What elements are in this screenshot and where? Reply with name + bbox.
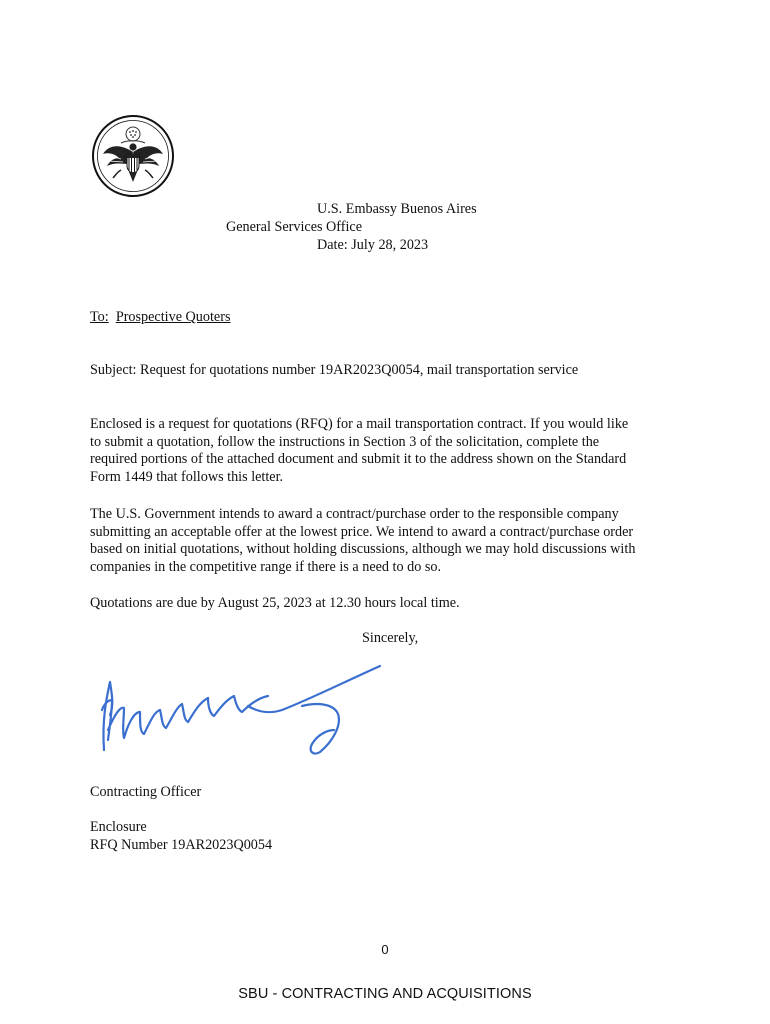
paragraph-line: The U.S. Government intends to award a contract/purchase order to the responsible company — [90, 506, 619, 522]
embassy-name: U.S. Embassy Buenos Aires — [317, 201, 477, 217]
paragraph-line: to submit a quotation, follow the instructions in Section 3 of the solicitation, complete the — [90, 433, 600, 450]
signer-title: Contracting Officer — [90, 784, 202, 800]
paragraph-line: Enclosed is a request for quotations (RFQ) for a mail transportation contract. If you would like — [90, 416, 629, 432]
page-number: 0 — [381, 942, 389, 957]
addressee-label: To: — [90, 309, 109, 325]
page-footer: SBU - CONTRACTING AND ACQUISITIONS — [238, 986, 532, 1002]
office-name: General Services Office — [226, 219, 363, 235]
subject-line: Subject: Request for quotations number 19AR2023Q0054, mail transportation service — [90, 362, 579, 378]
enclosure-label: Enclosure — [90, 819, 147, 835]
great-seal-eagle-icon — [91, 114, 175, 198]
body-paragraph-1 — [90, 416, 690, 486]
paragraph-line: companies in the competitive range if there is a need to do so. — [90, 558, 442, 575]
paragraph-line: submitting an acceptable offer at the lowest price. We intend to award a contract/purchase order — [90, 523, 634, 540]
addressee-line — [90, 309, 230, 327]
body-paragraph-2 — [90, 506, 690, 576]
enclosure-rfq-number: RFQ Number 19AR2023Q0054 — [90, 837, 273, 853]
paragraph-line: required portions of the attached document and submit it to the address shown on the Standard — [90, 451, 627, 467]
paragraph-line: based on initial quotations, without holding discussions, although we may hold discussions with — [90, 541, 636, 557]
handwritten-signature — [88, 660, 388, 760]
body-paragraph-3 — [90, 595, 690, 613]
closing: Sincerely, — [362, 630, 419, 646]
paragraph-line: Quotations are due by August 25, 2023 at 12.30 hours local time. — [90, 595, 460, 611]
letter-date: Date: July 28, 2023 — [317, 237, 429, 253]
addressee-value: Prospective Quoters — [115, 309, 231, 325]
paragraph-line: Form 1449 that follows this letter. — [90, 468, 284, 485]
